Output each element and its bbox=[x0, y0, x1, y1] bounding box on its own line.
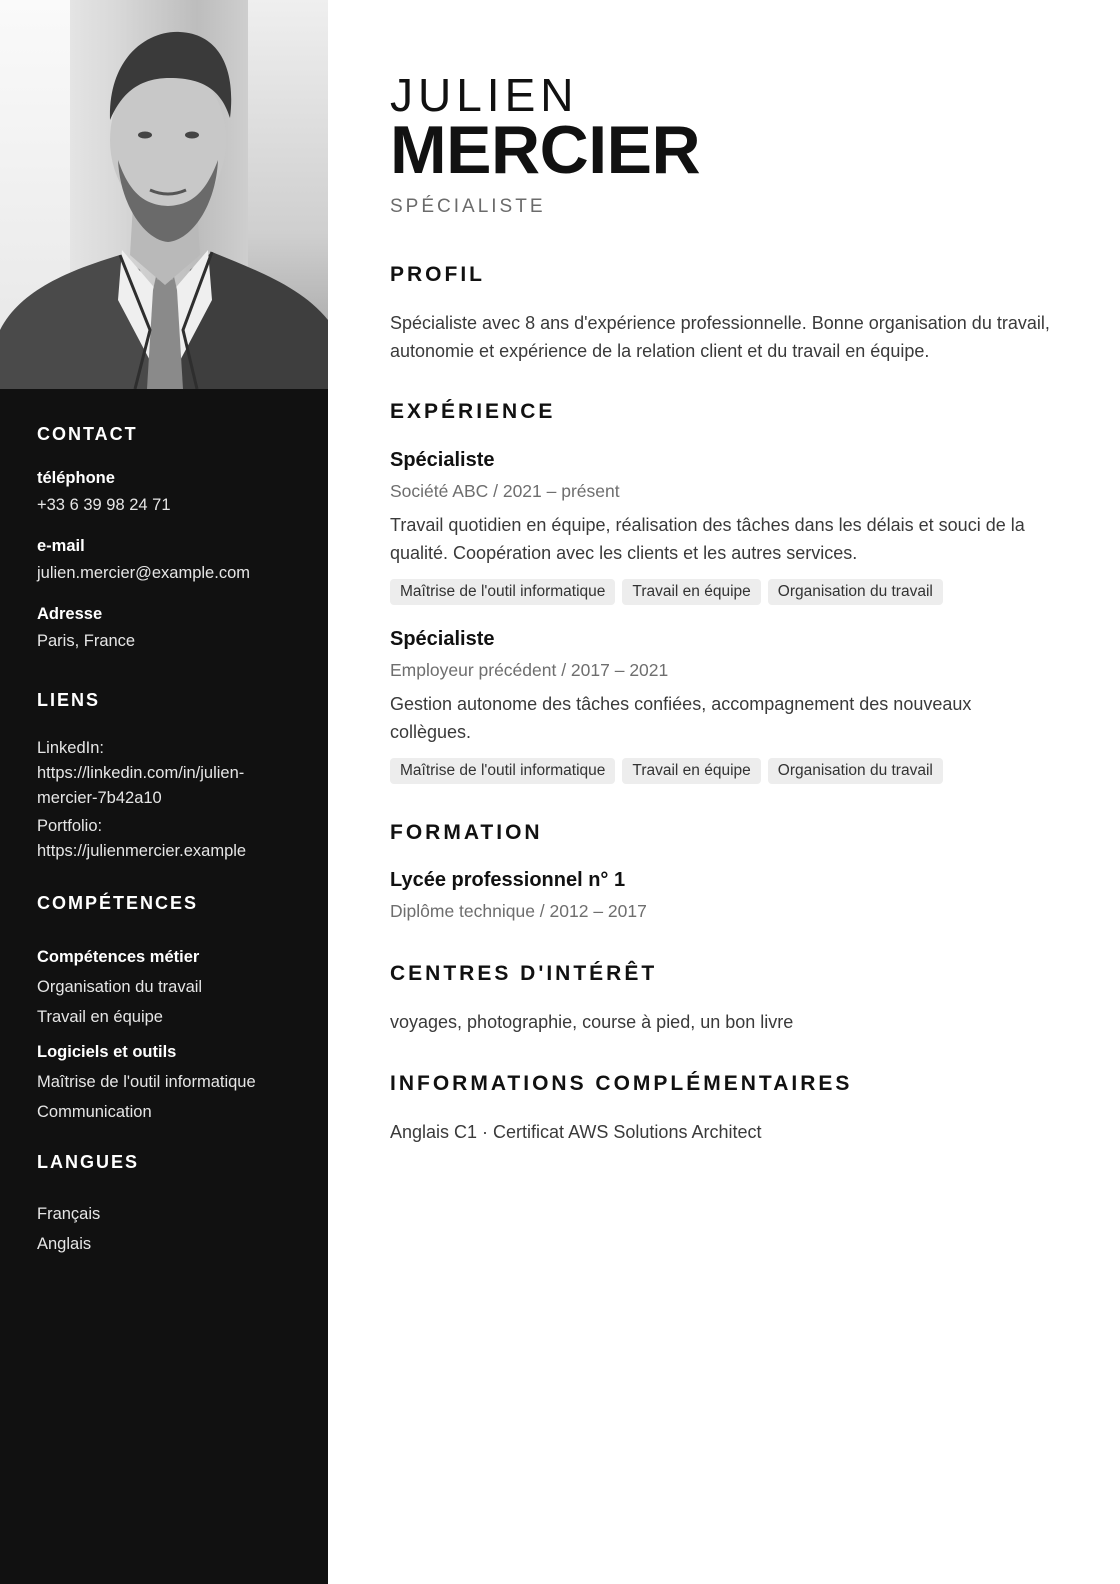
main-content bbox=[328, 0, 1120, 1584]
profile-text: Spécialiste avec 8 ans d'expérience professionnelle. Bonne organisation du travail, autonomie et expérience de la relation client et du travail en équipe. bbox=[390, 313, 1050, 361]
portfolio-url[interactable]: https://julienmercier.example bbox=[37, 842, 247, 860]
job-tags bbox=[390, 758, 943, 784]
sidebar bbox=[0, 0, 328, 1584]
job-tags bbox=[390, 579, 943, 605]
skill-tag: Maîtrise de l'outil informatique bbox=[390, 579, 615, 605]
last-name: MERCIER bbox=[390, 112, 701, 188]
job-title: Spécialiste bbox=[390, 628, 495, 650]
portfolio-label: Portfolio: bbox=[37, 817, 103, 835]
skill-item: Maîtrise de l'outil informatique bbox=[37, 1073, 256, 1091]
email-value[interactable]: julien.mercier@example.com bbox=[37, 564, 250, 582]
additional-heading: INFORMATIONS COMPLÉMENTAIRES bbox=[390, 1072, 853, 1095]
language-item: Anglais bbox=[37, 1235, 92, 1253]
profile-photo bbox=[0, 0, 328, 389]
job-title: Spécialiste bbox=[390, 449, 495, 471]
skill-item: Organisation du travail bbox=[37, 978, 203, 996]
interests-text: voyages, photographie, course à pied, un bon livre bbox=[390, 1012, 794, 1032]
job-description: Travail quotidien en équipe, réalisation des tâches dans les délais et souci de la qualité. Coopération avec les clients et les autres services. bbox=[390, 515, 1025, 563]
address-value: Paris, France bbox=[37, 632, 136, 650]
linkedin-url-part2[interactable]: mercier-7b42a10 bbox=[37, 789, 162, 807]
education-heading: FORMATION bbox=[390, 821, 543, 844]
links-heading: LIENS bbox=[37, 690, 101, 710]
linkedin-label: LinkedIn: bbox=[37, 739, 104, 757]
skill-tag: Travail en équipe bbox=[622, 579, 760, 605]
language-item: Français bbox=[37, 1205, 101, 1223]
skill-tag: Organisation du travail bbox=[768, 758, 943, 784]
skills-heading: COMPÉTENCES bbox=[37, 893, 199, 913]
phone-label: téléphone bbox=[37, 469, 115, 487]
linkedin-link[interactable] bbox=[37, 736, 244, 811]
address-label: Adresse bbox=[37, 605, 103, 623]
additional-text: Anglais C1 · Certificat AWS Solutions Architect bbox=[390, 1122, 762, 1142]
first-name: JULIEN bbox=[390, 69, 579, 121]
skill-item: Communication bbox=[37, 1103, 152, 1121]
email-label: e-mail bbox=[37, 537, 85, 555]
profile-heading: PROFIL bbox=[390, 263, 485, 286]
skill-tag: Organisation du travail bbox=[768, 579, 943, 605]
job-role: SPÉCIALISTE bbox=[390, 196, 546, 217]
job-meta: Société ABC / 2021 – présent bbox=[390, 481, 620, 501]
job-description: Gestion autonome des tâches confiées, accompagnement des nouveaux collègues. bbox=[390, 694, 972, 742]
skills-group-tools: Logiciels et outils bbox=[37, 1043, 177, 1061]
job-meta: Employeur précédent / 2017 – 2021 bbox=[390, 660, 669, 680]
portfolio-link[interactable] bbox=[37, 814, 246, 864]
languages-heading: LANGUES bbox=[37, 1152, 140, 1172]
interests-heading: CENTRES D'INTÉRÊT bbox=[390, 962, 658, 985]
contact-heading: CONTACT bbox=[37, 424, 138, 444]
skills-group-business: Compétences métier bbox=[37, 948, 200, 966]
education-meta: Diplôme technique / 2012 – 2017 bbox=[390, 901, 647, 921]
skill-tag: Maîtrise de l'outil informatique bbox=[390, 758, 615, 784]
skill-item: Travail en équipe bbox=[37, 1008, 163, 1026]
experience-heading: EXPÉRIENCE bbox=[390, 400, 556, 423]
school-name: Lycée professionnel n° 1 bbox=[390, 869, 626, 891]
skill-tag: Travail en équipe bbox=[622, 758, 760, 784]
phone-value[interactable]: +33 6 39 98 24 71 bbox=[37, 496, 171, 514]
linkedin-url-part1[interactable]: https://linkedin.com/in/julien- bbox=[37, 764, 245, 782]
